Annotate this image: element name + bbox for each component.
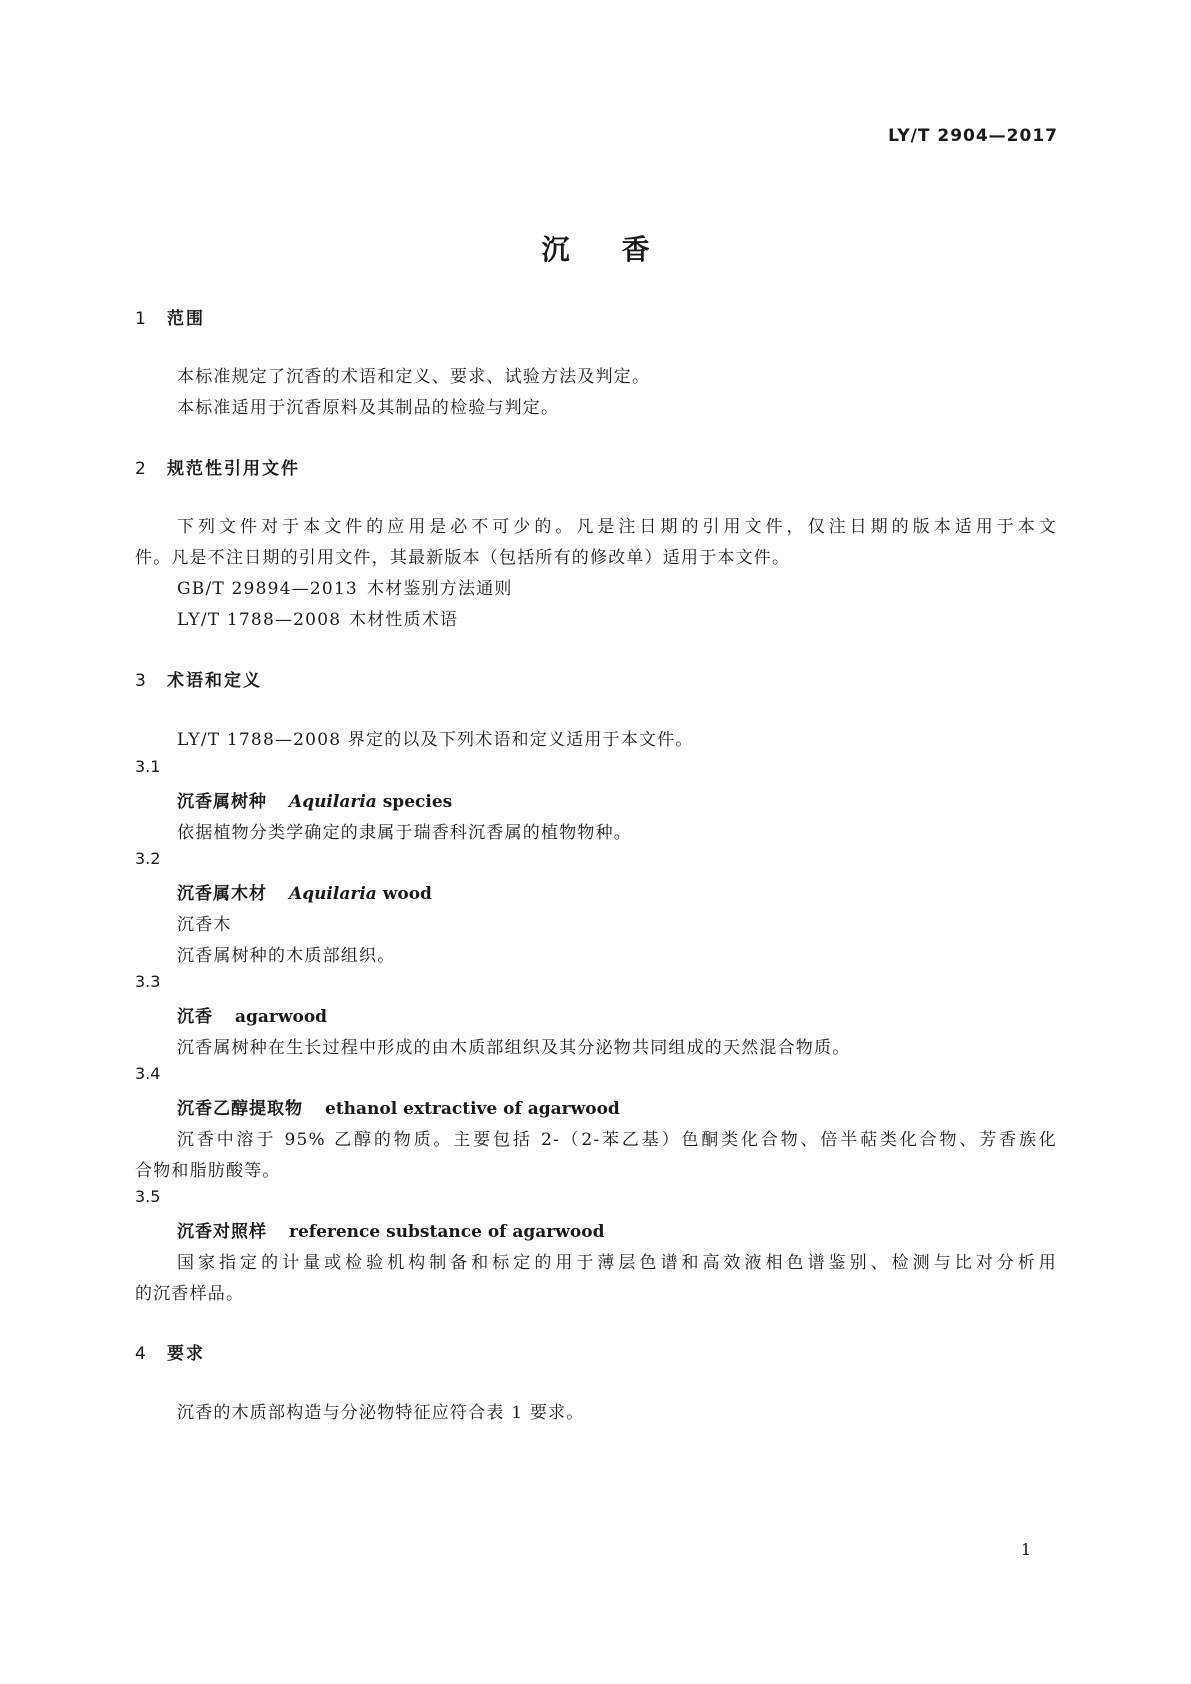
term-heading (177, 879, 432, 904)
term-heading (177, 1002, 327, 1027)
term-number: 3.1 (135, 757, 161, 776)
term-en: ethanol extractive of agarwood (325, 1099, 620, 1119)
paragraph: 本标准规定了沉香的术语和定义、要求、试验方法及判定。 (177, 367, 651, 387)
section-number: 3 (135, 671, 146, 691)
section-4-heading (135, 1339, 205, 1364)
reference-code: LY/T 1788—2008 (177, 610, 342, 630)
section-number: 1 (135, 309, 146, 329)
section-1-heading (135, 304, 205, 329)
paragraph: 本标准适用于沉香原料及其制品的检验与判定。 (177, 398, 560, 418)
section-2-heading (135, 454, 300, 479)
term-heading (177, 1217, 604, 1242)
term-zh: 沉香属树种 (177, 792, 267, 812)
section-title: 术语和定义 (167, 671, 262, 691)
term-number: 3.3 (135, 972, 161, 991)
normative-reference (177, 605, 458, 630)
reference-title: 木材性质术语 (349, 610, 459, 630)
standard-code: LY/T 2904—2017 (888, 126, 1058, 146)
term-definition-line: 的沉香样品。 (135, 1284, 245, 1304)
term-en (289, 884, 432, 904)
term-zh: 沉香对照样 (177, 1222, 267, 1242)
term-en: reference substance of agarwood (289, 1222, 605, 1242)
term-definition-line: 沉香中溶于 95% 乙醇的物质。主要包括 2-（2-苯乙基）色酮类化合物、倍半萜类化合物、芳香族化 (177, 1130, 1057, 1150)
term-en-rest: species (382, 792, 453, 812)
term-definition-line: 国家指定的计量或检验机构制备和标定的用于薄层色谱和高效液相色谱鉴别、检测与比对分析用 (177, 1253, 1057, 1273)
paragraph-line: 件。凡是不注日期的引用文件，其最新版本（包括所有的修改单）适用于本文件。 (135, 548, 791, 568)
section-title: 范围 (167, 309, 205, 329)
term-heading (177, 1094, 620, 1119)
term-alternative: 沉香木 (177, 915, 232, 935)
term-en (289, 792, 452, 812)
section-number: 2 (135, 459, 146, 479)
term-zh: 沉香属木材 (177, 884, 267, 904)
term-zh: 沉香乙醇提取物 (177, 1099, 303, 1119)
page-title: 沉香 (541, 233, 702, 266)
section-title: 要求 (167, 1344, 205, 1364)
reference-title: 木材鉴别方法通则 (367, 579, 513, 599)
term-en-rest: wood (382, 884, 432, 904)
term-number: 3.5 (135, 1187, 161, 1206)
term-definition: 沉香属树种的木质部组织。 (177, 946, 396, 966)
term-heading (177, 787, 452, 812)
term-definition-line: 合物和脂肪酸等。 (135, 1161, 281, 1181)
page-number: 1 (1020, 1540, 1031, 1559)
term-number: 3.2 (135, 849, 161, 868)
term-en-italic: Aquilaria (289, 884, 377, 904)
term-en: agarwood (235, 1007, 328, 1027)
normative-reference (177, 574, 513, 599)
term-en-italic: Aquilaria (289, 792, 377, 812)
term-zh: 沉香 (177, 1007, 213, 1027)
paragraph-line: 下列文件对于本文件的应用是必不可少的。凡是注日期的引用文件，仅注日期的版本适用于本文 (177, 517, 1057, 537)
term-number: 3.4 (135, 1064, 161, 1083)
section-number: 4 (135, 1344, 146, 1364)
paragraph: 沉香的木质部构造与分泌物特征应符合表 1 要求。 (177, 1403, 585, 1423)
paragraph: LY/T 1788—2008 界定的以及下列术语和定义适用于本文件。 (177, 730, 694, 750)
section-title: 规范性引用文件 (167, 459, 300, 479)
reference-code: GB/T 29894—2013 (177, 579, 358, 599)
term-definition: 依据植物分类学确定的隶属于瑞香科沉香属的植物物种。 (177, 823, 632, 843)
section-3-heading (135, 666, 262, 691)
term-definition: 沉香属树种在生长过程中形成的由木质部组织及其分泌物共同组成的天然混合物质。 (177, 1038, 851, 1058)
